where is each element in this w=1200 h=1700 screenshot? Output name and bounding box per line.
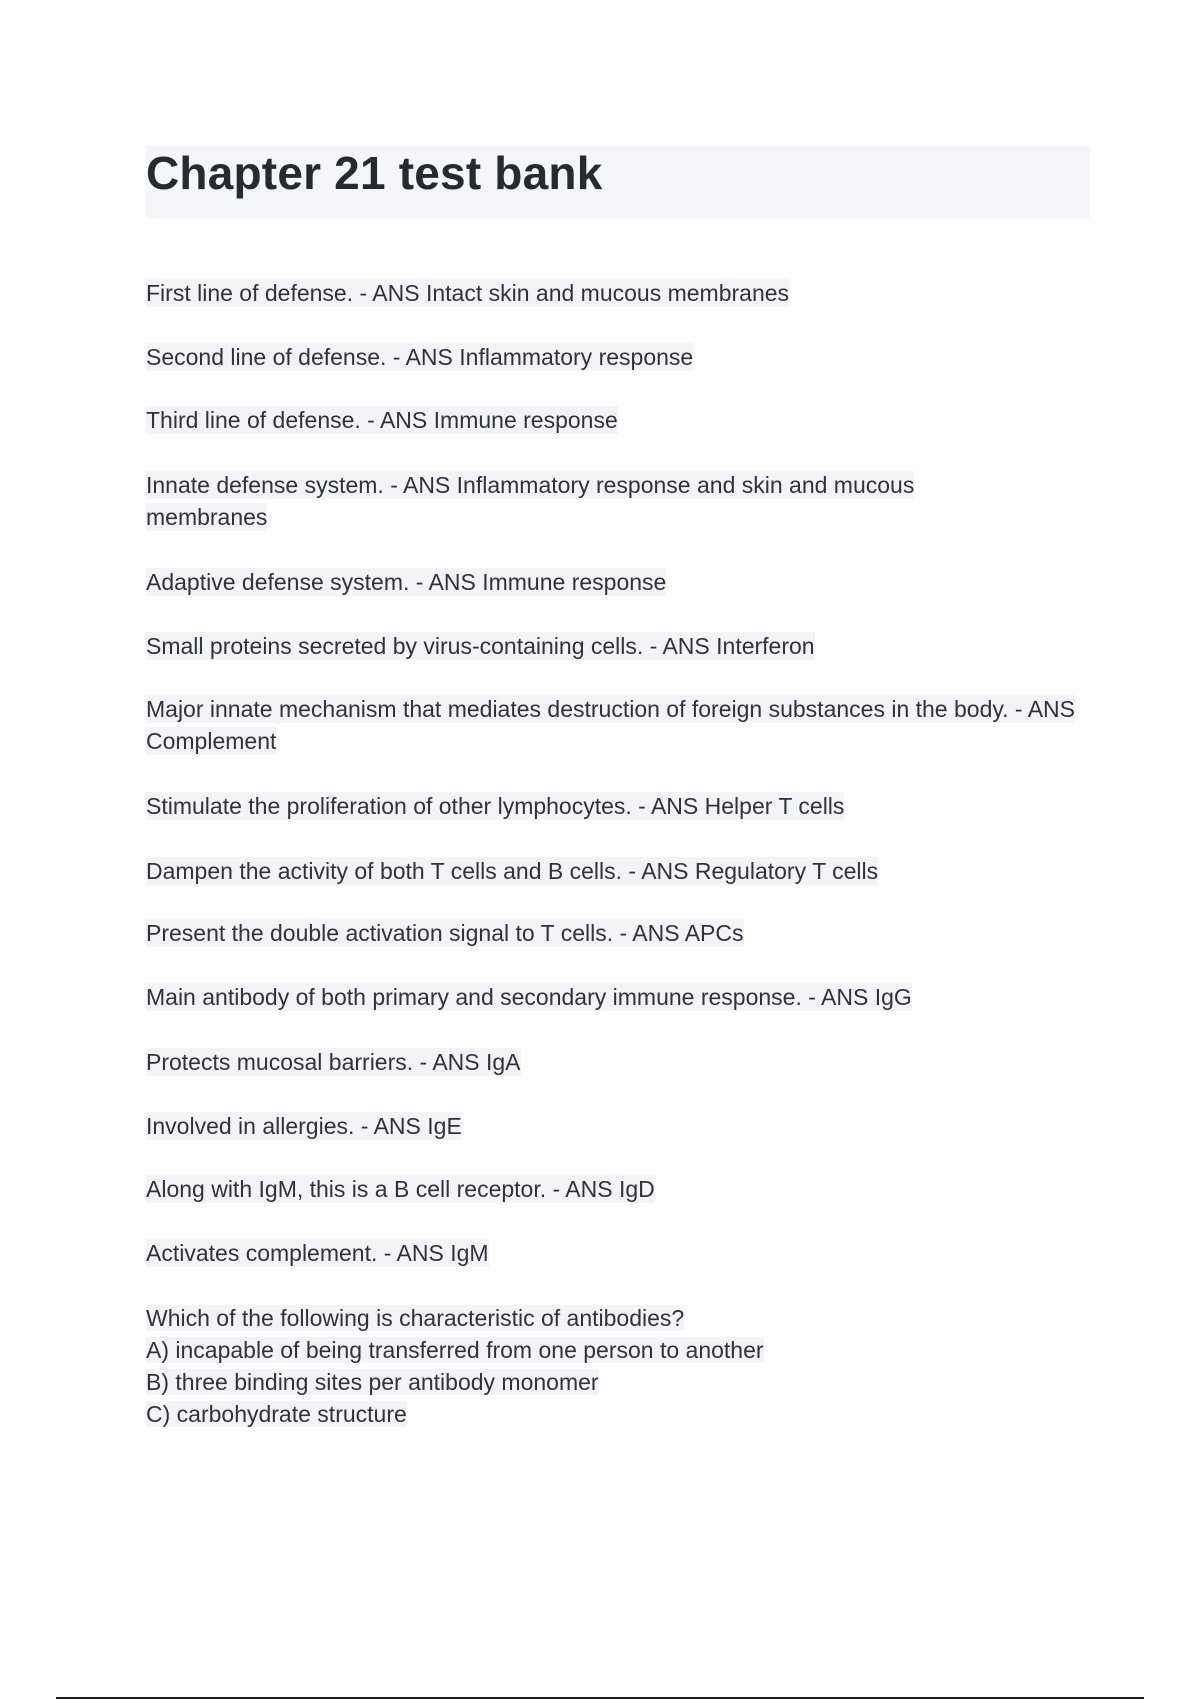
mcq-option-c: C) carbohydrate structure xyxy=(146,1401,407,1427)
qa-question: Small proteins secreted by virus-containing cells. xyxy=(146,633,644,659)
qa-answer: ANS Immune response xyxy=(379,407,618,433)
mcq-option-a: A) incapable of being transferred from one person to another xyxy=(146,1337,764,1363)
qa-item xyxy=(146,566,666,598)
qa-separator: - xyxy=(631,793,651,819)
mcq-option-b: B) three binding sites per antibody monomer xyxy=(146,1369,599,1395)
qa-item xyxy=(146,1173,655,1205)
qa-answer: ANS IgE xyxy=(373,1113,462,1139)
qa-separator: - xyxy=(613,920,633,946)
qa-separator: - xyxy=(801,984,822,1010)
qa-item xyxy=(146,277,789,309)
qa-answer: ANS Inflammatory response xyxy=(405,344,694,370)
footer-divider xyxy=(56,1697,1144,1699)
qa-item xyxy=(146,790,844,822)
qa-answer: ANS IgM xyxy=(396,1240,489,1266)
qa-question: Present the double activation signal to T cells. xyxy=(146,920,614,946)
qa-question: Dampen the activity of both T cells and B cells. xyxy=(146,858,623,884)
qa-separator: - xyxy=(1008,696,1028,722)
qa-question: Along with IgM, this is a B cell receptor. xyxy=(146,1176,547,1202)
qa-item xyxy=(146,469,976,533)
qa-question: Adaptive defense system. xyxy=(146,569,410,595)
qa-question: Involved in allergies. xyxy=(146,1113,355,1139)
qa-item xyxy=(146,693,1086,757)
qa-question: Protects mucosal barriers. xyxy=(146,1049,414,1075)
qa-item xyxy=(146,981,912,1013)
qa-separator: - xyxy=(360,407,380,433)
qa-separator: - xyxy=(354,1113,374,1139)
qa-separator: - xyxy=(546,1176,566,1202)
qa-separator: - xyxy=(386,344,406,370)
qa-separator: - xyxy=(409,569,429,595)
qa-answer: ANS APCs xyxy=(632,920,744,946)
qa-answer: ANS Intact skin and mucous membranes xyxy=(372,280,790,306)
qa-question: Main antibody of both primary and secondary immune response. xyxy=(146,984,802,1010)
qa-question: Third line of defense. xyxy=(146,407,361,433)
qa-answer: ANS Regulatory T cells xyxy=(641,858,879,884)
qa-separator: - xyxy=(353,280,373,306)
qa-question: Second line of defense. xyxy=(146,344,387,370)
qa-question: Stimulate the proliferation of other lymphocytes. xyxy=(146,793,632,819)
qa-separator: - xyxy=(413,1049,433,1075)
qa-separator: - xyxy=(622,858,642,884)
qa-question: Major innate mechanism that mediates destruction of foreign substances in the body. xyxy=(146,696,1009,722)
qa-answer: ANS IgG xyxy=(821,984,912,1010)
qa-answer: ANS IgA xyxy=(432,1049,521,1075)
qa-item xyxy=(146,1237,489,1269)
qa-item xyxy=(146,404,618,436)
qa-answer: ANS Immune response xyxy=(428,569,667,595)
mcq-block xyxy=(146,1302,764,1430)
mcq-question: Which of the following is characteristic of antibodies? xyxy=(146,1305,685,1331)
qa-item xyxy=(146,630,815,662)
qa-answer: ANS Interferon xyxy=(662,633,815,659)
qa-answer: ANS Complement xyxy=(146,696,1076,754)
qa-separator: - xyxy=(643,633,663,659)
qa-answer: ANS IgD xyxy=(565,1176,655,1202)
qa-question: Activates complement. xyxy=(146,1240,378,1266)
qa-item xyxy=(146,1046,521,1078)
qa-item xyxy=(146,917,744,949)
qa-question: First line of defense. xyxy=(146,280,354,306)
qa-separator: - xyxy=(383,472,403,498)
qa-item xyxy=(146,1110,462,1142)
qa-answer: ANS Inflammatory response and skin and mucous membranes xyxy=(146,472,915,530)
qa-question: Innate defense system. xyxy=(146,472,384,498)
qa-separator: - xyxy=(377,1240,397,1266)
page-title: Chapter 21 test bank xyxy=(146,147,603,199)
qa-answer: ANS Helper T cells xyxy=(650,793,845,819)
qa-item xyxy=(146,855,878,887)
qa-item xyxy=(146,341,693,373)
